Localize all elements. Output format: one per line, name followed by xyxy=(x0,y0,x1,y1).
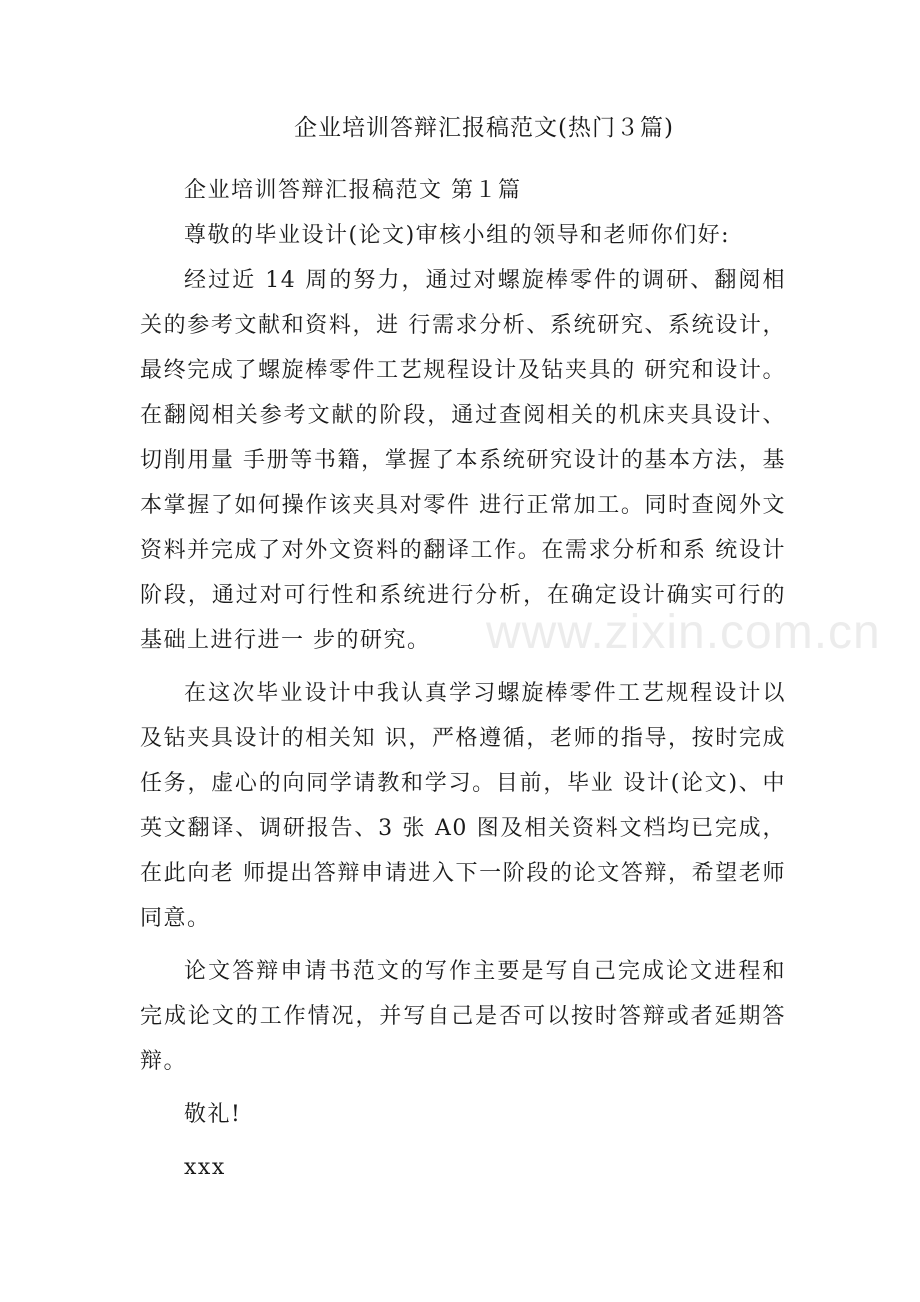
body-paragraph-3: 论文答辩申请书范文的写作主要是写自己完成论文进程和完成论文的工作情况，并写自己是否可以按时答辩或者延期答辩。 xyxy=(140,959,786,1074)
site-watermark: www.zixin.com.cn xyxy=(486,606,881,659)
document-title: 企业培训答辩汇报稿范文(热门３篇) xyxy=(294,115,674,141)
body-paragraph-2: 在这次毕业设计中我认真学习螺旋棒零件工艺规程设计以及钻夹具设计的相关知 识，严格遵循，老师的指导，按时完成任务，虚心的向同学请教和学习。目前，毕业 设计(论文)、中英文翻译、调研报告、3 张 A0 图及相关资料文档均已完成，在此向老 师提出答辩申请进入下一阶段的论文答辩，希望老师同意。 xyxy=(140,681,786,931)
signature: xxx xyxy=(184,1155,226,1180)
closing-line: 敬礼! xyxy=(184,1102,242,1127)
body-paragraph-1: 经过近 14 周的努力，通过对螺旋棒零件的调研、翻阅相关的参考文献和资料，进 行需求分析、系统研究、系统设计，最终完成了螺旋棒零件工艺规程设计及钻夹具的 研究和设计。在翻阅相关参考文献的阶段，通过查阅相关的机床夹具设计、切削用量 手册等书籍，掌握了本系统研究设计的基本方法，基本掌握了如何操作该夹具对零件 进行正常加工。同时查阅外文资料并完成了对外文资料的翻译工作。在需求分析和系 统设计阶段，通过对可行性和系统进行分析，在确定设计确实可行的基础上进行进一 步的研究。 xyxy=(140,268,786,653)
salutation: 尊敬的毕业设计(论文)审核小组的领导和老师你们好: xyxy=(184,223,731,248)
document-body xyxy=(140,168,786,1190)
section-heading: 企业培训答辩汇报稿范文 第１篇 xyxy=(184,178,522,203)
